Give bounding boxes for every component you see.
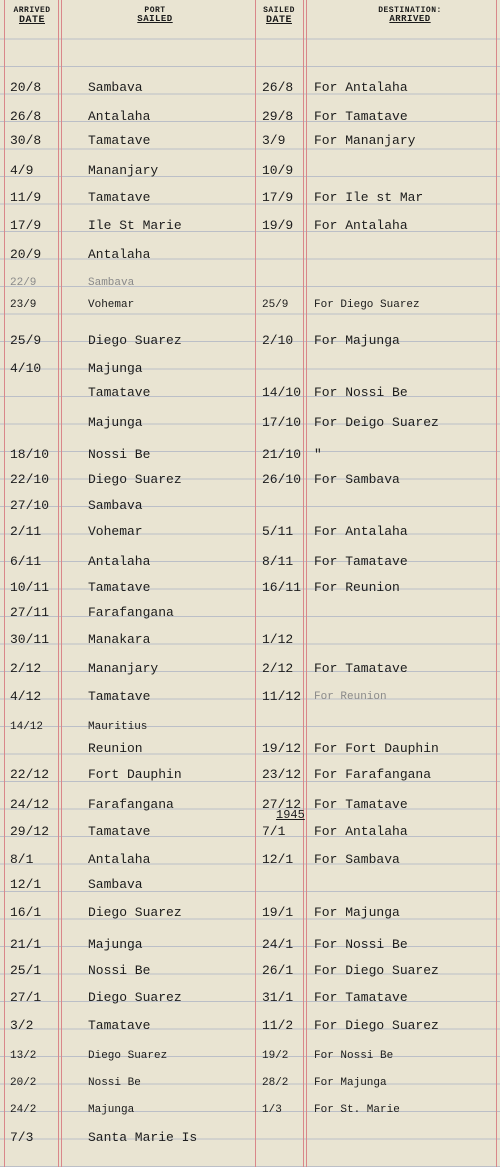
table-row (0, 333, 500, 353)
port-cell: Sambava (88, 80, 143, 95)
sailed-date-cell: 28/2 (262, 1077, 289, 1089)
sailed-date-cell: 12/1 (262, 852, 294, 867)
sailed-date-cell: 2/10 (262, 333, 294, 348)
table-row (0, 524, 500, 544)
arrived-date-cell: 26/8 (10, 109, 42, 124)
port-cell: Diego Suarez (88, 990, 182, 1005)
table-row (0, 447, 500, 467)
table-row (0, 632, 500, 652)
sailed-date-cell: 11/12 (262, 689, 302, 704)
sailed-date-cell: 25/9 (262, 299, 289, 311)
sailed-date-cell: 3/9 (262, 133, 286, 148)
sailed-date-cell: 24/1 (262, 937, 294, 952)
destination-cell: For Tamatave (314, 797, 408, 812)
table-row (0, 990, 500, 1010)
port-cell: Majunga (88, 1104, 135, 1116)
port-cell: Manakara (88, 632, 151, 647)
arrived-date-cell: 11/9 (10, 190, 42, 205)
destination-cell: For Tamatave (314, 109, 408, 124)
destination-cell: For Diego Suarez (314, 1018, 439, 1033)
destination-cell: For Tamatave (314, 554, 408, 569)
table-row (0, 1075, 500, 1095)
port-cell: Diego Suarez (88, 333, 182, 348)
arrived-date-cell: 27/10 (10, 498, 50, 513)
destination-cell: For Sambava (314, 852, 400, 867)
destination-cell: For Antalaha (314, 218, 408, 233)
arrived-date-cell: 25/1 (10, 963, 42, 978)
destination-cell: " (314, 447, 322, 462)
table-row (0, 472, 500, 492)
table-row (0, 163, 500, 183)
port-cell: Nossi Be (88, 1077, 141, 1089)
port-cell: Tamatave (88, 190, 151, 205)
destination-cell: For Nossi Be (314, 385, 408, 400)
arrived-date-cell: 21/1 (10, 937, 42, 952)
sailed-date-cell: 23/12 (262, 767, 302, 782)
table-row (0, 937, 500, 957)
port-cell: Tamatave (88, 824, 151, 839)
year-mark: 1945 (276, 808, 305, 822)
table-row (0, 719, 500, 739)
arrived-date-cell: 20/2 (10, 1077, 37, 1089)
sailed-date-cell: 29/8 (262, 109, 294, 124)
sailed-date-cell: 7/1 (262, 824, 286, 839)
arrived-date-cell: 24/12 (10, 797, 50, 812)
port-cell: Majunga (88, 361, 143, 376)
destination-cell: For Majunga (314, 905, 400, 920)
destination-cell: For Mananjary (314, 133, 416, 148)
sailed-date-cell: 2/12 (262, 661, 294, 676)
port-cell: Vohemar (88, 524, 143, 539)
sailed-date-cell: 1/3 (262, 1104, 282, 1116)
arrived-date-cell: 12/1 (10, 877, 42, 892)
port-cell: Nossi Be (88, 447, 151, 462)
table-row (0, 877, 500, 897)
port-cell: Nossi Be (88, 963, 151, 978)
arrived-date-cell: 6/11 (10, 554, 42, 569)
arrived-date-cell: 7/3 (10, 1130, 34, 1145)
destination-cell: For Diego Suarez (314, 963, 439, 978)
port-cell: Tamatave (88, 1018, 151, 1033)
table-row (0, 963, 500, 983)
table-row (0, 580, 500, 600)
port-cell: Sambava (88, 277, 135, 289)
table-row (0, 824, 500, 844)
arrived-date-cell: 27/1 (10, 990, 42, 1005)
sailed-date-cell: 10/9 (262, 163, 294, 178)
sailed-date-cell: 19/12 (262, 741, 302, 756)
sailed-date-cell: 1/12 (262, 632, 294, 647)
table-row (0, 133, 500, 153)
table-row (0, 361, 500, 381)
port-cell: Farafangana (88, 797, 174, 812)
port-cell: Sambava (88, 877, 143, 892)
arrived-date-cell: 30/11 (10, 632, 50, 647)
port-cell: Tamatave (88, 580, 151, 595)
table-row (0, 109, 500, 129)
table-row (0, 275, 500, 295)
table-row (0, 741, 500, 761)
port-cell: Tamatave (88, 689, 151, 704)
arrived-date-cell: 4/9 (10, 163, 34, 178)
sailed-date-cell: 19/9 (262, 218, 294, 233)
port-cell: Diego Suarez (88, 1050, 168, 1062)
table-row (0, 1102, 500, 1122)
destination-cell: For Ile st Mar (314, 190, 424, 205)
arrived-date-cell: 24/2 (10, 1104, 37, 1116)
arrived-date-cell: 30/8 (10, 133, 42, 148)
sailed-date-cell: 17/10 (262, 415, 302, 430)
destination-cell: For Deigo Suarez (314, 415, 439, 430)
table-row (0, 498, 500, 518)
arrived-date-cell: 4/12 (10, 689, 42, 704)
port-cell: Diego Suarez (88, 472, 182, 487)
arrived-date-cell: 27/11 (10, 605, 50, 620)
arrived-date-cell: 4/10 (10, 361, 42, 376)
table-row (0, 385, 500, 405)
port-cell: Diego Suarez (88, 905, 182, 920)
port-cell: Antalaha (88, 852, 151, 867)
sailed-date-cell: 21/10 (262, 447, 302, 462)
port-cell: Tamatave (88, 385, 151, 400)
arrived-date-cell: 3/2 (10, 1018, 34, 1033)
table-row (0, 905, 500, 925)
header-sailed-date: SAILED DATE (263, 6, 295, 26)
destination-cell: For Antalaha (314, 524, 408, 539)
port-cell: Vohemar (88, 299, 135, 311)
table-row (0, 689, 500, 709)
table-row (0, 297, 500, 317)
destination-cell: For Fort Dauphin (314, 741, 439, 756)
port-cell: Ile St Marie (88, 218, 182, 233)
sailed-date-cell: 27/12 (262, 797, 302, 812)
sailed-date-cell: 17/9 (262, 190, 294, 205)
sailed-date-cell: 26/10 (262, 472, 302, 487)
port-cell: Mananjary (88, 163, 159, 178)
destination-cell: For Reunion (314, 691, 387, 703)
arrived-date-cell: 29/12 (10, 824, 50, 839)
destination-cell: For Antalaha (314, 80, 408, 95)
table-row (0, 190, 500, 210)
table-row (0, 852, 500, 872)
header-arrived-date: ARRIVED DATE (13, 6, 51, 26)
arrived-date-cell: 22/12 (10, 767, 50, 782)
sailed-date-cell: 8/11 (262, 554, 294, 569)
table-row (0, 1048, 500, 1068)
arrived-date-cell: 2/11 (10, 524, 42, 539)
destination-cell: For Sambava (314, 472, 400, 487)
port-cell: Mananjary (88, 661, 159, 676)
port-cell: Mauritius (88, 721, 148, 733)
destination-cell: For Nossi Be (314, 1050, 394, 1062)
sailed-date-cell: 26/1 (262, 963, 294, 978)
destination-cell: For Farafangana (314, 767, 432, 782)
port-cell: Farafangana (88, 605, 174, 620)
port-cell: Fort Dauphin (88, 767, 182, 782)
arrived-date-cell: 18/10 (10, 447, 50, 462)
arrived-date-cell: 20/9 (10, 247, 42, 262)
sailed-date-cell: 19/2 (262, 1050, 289, 1062)
destination-cell: For Antalaha (314, 824, 408, 839)
arrived-date-cell: 16/1 (10, 905, 42, 920)
arrived-date-cell: 8/1 (10, 852, 34, 867)
destination-cell: For Tamatave (314, 661, 408, 676)
port-cell: Antalaha (88, 109, 151, 124)
port-cell: Tamatave (88, 133, 151, 148)
sailed-date-cell: 19/1 (262, 905, 294, 920)
header-destination: DESTINATION: ARRIVED (378, 6, 442, 24)
table-row (0, 247, 500, 267)
destination-cell: For Nossi Be (314, 937, 408, 952)
port-cell: Santa Marie Is (88, 1130, 198, 1145)
arrived-date-cell: 20/8 (10, 80, 42, 95)
destination-cell: For Majunga (314, 1077, 387, 1089)
table-row (0, 218, 500, 238)
sailed-date-cell: 14/10 (262, 385, 302, 400)
arrived-date-cell: 2/12 (10, 661, 42, 676)
table-row (0, 661, 500, 681)
port-cell: Majunga (88, 415, 143, 430)
arrived-date-cell: 17/9 (10, 218, 42, 233)
table-row (0, 415, 500, 435)
arrived-date-cell: 23/9 (10, 299, 37, 311)
table-row (0, 605, 500, 625)
port-cell: Antalaha (88, 247, 151, 262)
destination-cell: For Reunion (314, 580, 400, 595)
port-cell: Antalaha (88, 554, 151, 569)
table-row (0, 1018, 500, 1038)
port-cell: Majunga (88, 937, 143, 952)
port-cell: Sambava (88, 498, 143, 513)
table-row (0, 80, 500, 100)
arrived-date-cell: 22/10 (10, 472, 50, 487)
table-row (0, 767, 500, 787)
destination-cell: For Tamatave (314, 990, 408, 1005)
sailed-date-cell: 5/11 (262, 524, 294, 539)
arrived-date-cell: 13/2 (10, 1050, 37, 1062)
sailed-date-cell: 16/11 (262, 580, 302, 595)
sailed-date-cell: 11/2 (262, 1018, 294, 1033)
destination-cell: For Majunga (314, 333, 400, 348)
destination-cell: For Diego Suarez (314, 299, 420, 311)
table-row (0, 554, 500, 574)
header-port-sailed: PORT SAILED (137, 6, 173, 24)
table-row (0, 1130, 500, 1150)
destination-cell: For St. Marie (314, 1104, 400, 1116)
arrived-date-cell: 25/9 (10, 333, 42, 348)
arrived-date-cell: 14/12 (10, 721, 44, 733)
arrived-date-cell: 10/11 (10, 580, 50, 595)
arrived-date-cell: 22/9 (10, 277, 37, 289)
sailed-date-cell: 31/1 (262, 990, 294, 1005)
table-row (0, 797, 500, 817)
port-cell: Reunion (88, 741, 143, 756)
sailed-date-cell: 26/8 (262, 80, 294, 95)
